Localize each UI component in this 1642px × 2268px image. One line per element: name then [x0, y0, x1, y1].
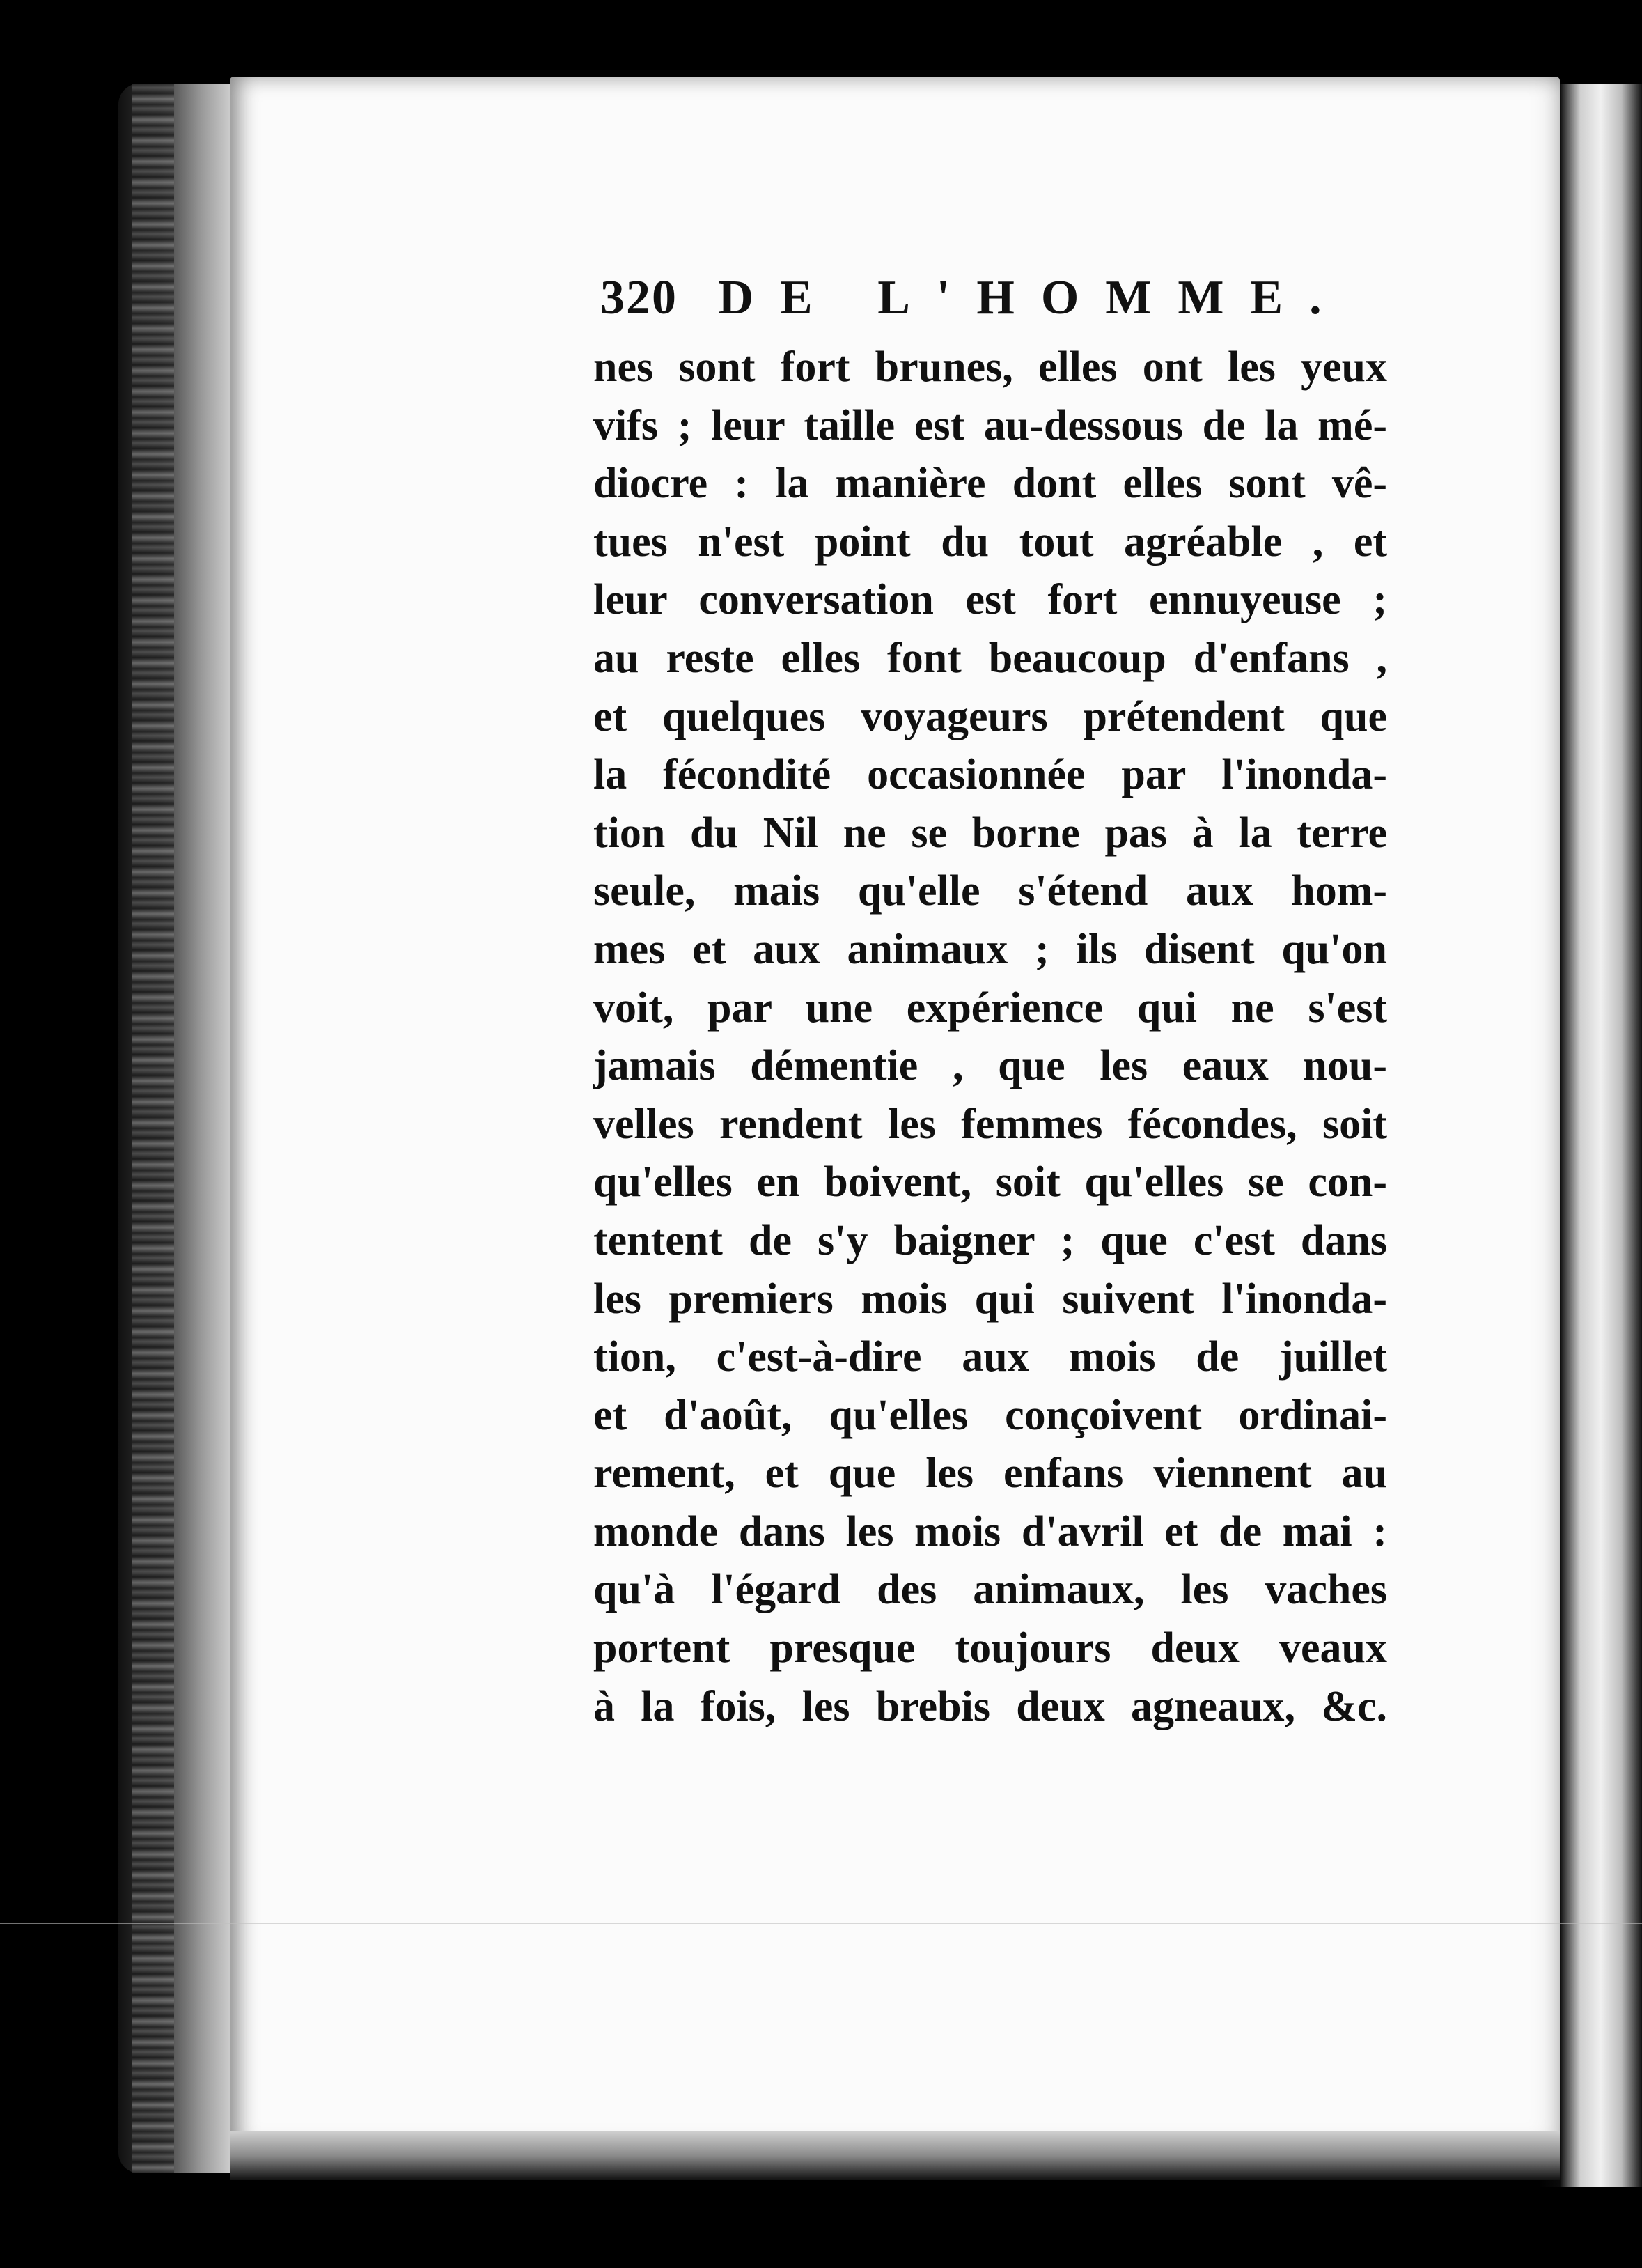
text-line: velles rendent les femmes fécondes, soit	[593, 1100, 1387, 1148]
text-line: et d'août, qu'elles conçoivent ordinai-	[593, 1391, 1387, 1439]
text-line: qu'à l'égard des animaux, les vaches	[593, 1566, 1387, 1614]
body-text	[593, 339, 1387, 1736]
text-line: les premiers mois qui suivent l'inonda-	[593, 1275, 1387, 1323]
text-line: mes et aux animaux ; ils disent qu'on	[593, 925, 1387, 973]
running-title: DE L'HOMME.	[718, 271, 1348, 325]
text-line: jamais démentie , que les eaux nou-	[593, 1042, 1387, 1090]
text-line: leur conversation est fort ennuyeuse ;	[593, 576, 1387, 624]
text-line: diocre : la manière dont elles sont vê-	[593, 460, 1387, 508]
page-number: 320	[600, 271, 678, 325]
text-line: rement, et que les enfans viennent au	[593, 1450, 1387, 1498]
scan-artifact-line	[0, 1923, 1642, 1924]
text-line: à la fois, les brebis deux agneaux, &c.	[593, 1682, 1387, 1730]
text-line: voit, par une expérience qui ne s'est	[593, 984, 1387, 1032]
text-line: qu'elles en boivent, soit qu'elles se con-	[593, 1158, 1387, 1206]
text-line: nes sont fort brunes, elles ont les yeux	[593, 343, 1387, 391]
text-line: tion du Nil ne se borne pas à la terre	[593, 809, 1387, 857]
text-line: au reste elles font beaucoup d'enfans ,	[593, 634, 1387, 682]
text-line: tentent de s'y baigner ; que c'est dans	[593, 1216, 1387, 1264]
text-line: portent presque toujours deux veaux	[593, 1624, 1387, 1672]
text-line: et quelques voyageurs prétendent que	[593, 692, 1387, 740]
running-head	[600, 270, 1348, 326]
text-line: monde dans les mois d'avril et de mai :	[593, 1507, 1387, 1555]
text-line: tion, c'est-à-dire aux mois de juillet	[593, 1333, 1387, 1381]
text-line: vifs ; leur taille est au-dessous de la mé-	[593, 401, 1387, 449]
text-line: seule, mais qu'elle s'étend aux hom-	[593, 867, 1387, 915]
text-line: la fécondité occasionnée par l'inonda-	[593, 751, 1387, 799]
page-bottom-edge	[230, 2131, 1560, 2180]
text-line: tues n'est point du tout agréable , et	[593, 518, 1387, 566]
